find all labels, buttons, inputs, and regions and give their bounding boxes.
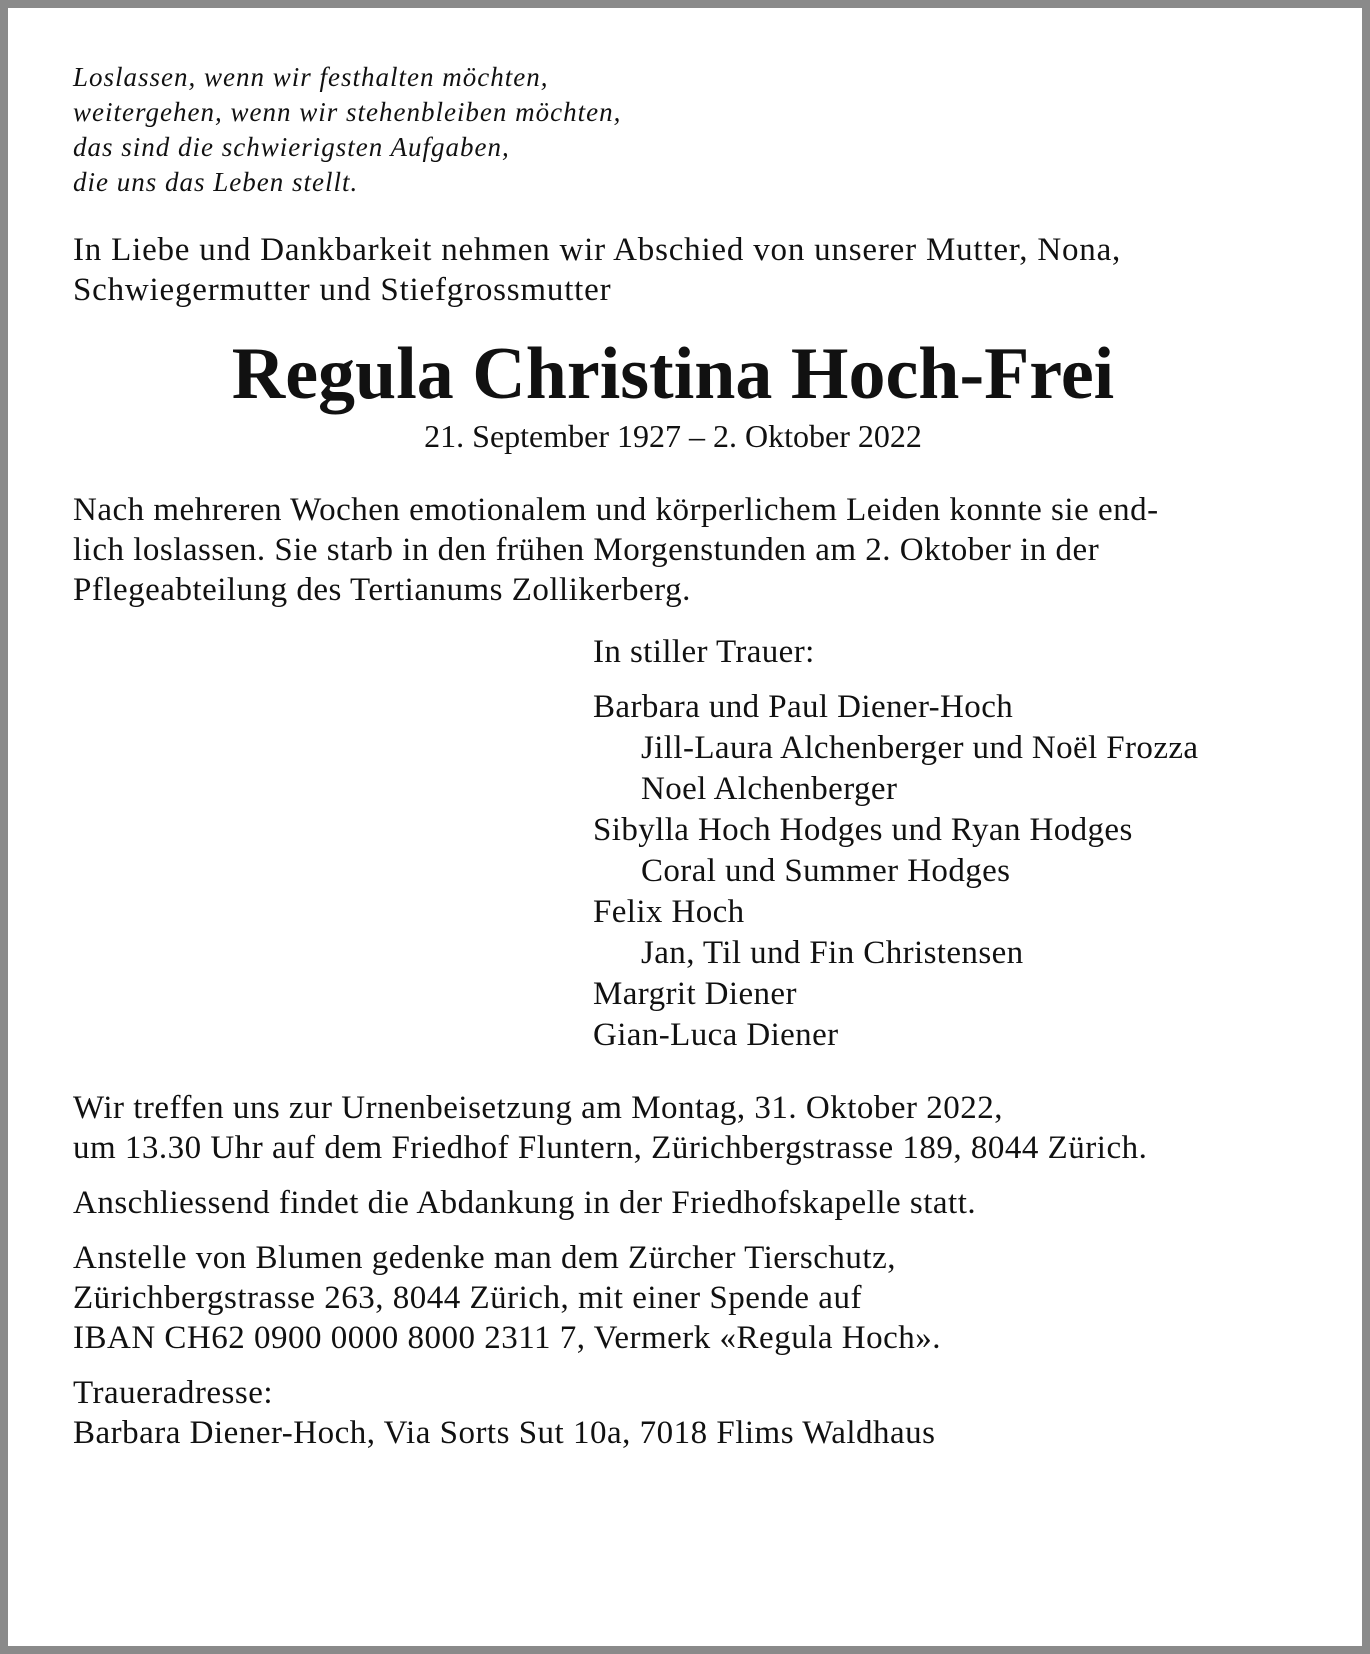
motto-line: weitergehen, wenn wir stehenbleiben möchten, [73,97,622,127]
donation-line: Anstelle von Blumen gedenke man dem Zürcher Tierschutz, [73,1240,896,1276]
story-line: Nach mehreren Wochen emotionalem und körperlichem Leiden konnte sie end- [73,492,1159,528]
life-dates: 21. September 1927 – 2. Oktober 2022 [424,418,922,454]
mourner-name: Jan, Til und Fin Christensen [641,935,1024,971]
donation-line: IBAN CH62 0900 0000 8000 2311 7, Vermerk «Regula Hoch». [73,1320,942,1356]
story-line: lich loslassen. Sie starb in den frühen Morgenstunden am 2. Oktober in der [73,532,1100,568]
mourner-name: Jill-Laura Alchenberger und Noël Frozza [641,730,1199,766]
mourner-name: Sibylla Hoch Hodges und Ryan Hodges [593,812,1133,848]
mourner-name: Barbara und Paul Diener-Hoch [593,689,1014,725]
ceremony-info [73,1088,1303,1168]
intro-line: In Liebe und Dankbarkeit nehmen wir Abschied von unserer Mutter, Nona, [73,232,1122,268]
motto-line: Loslassen, wenn wir festhalten möchten, [73,62,549,92]
story-paragraph [73,490,1303,610]
mourner-name: Gian-Luca Diener [593,1017,839,1053]
mourning-address [73,1373,1303,1453]
story-line: Pflegeabteilung des Tertianums Zollikerberg. [73,572,691,608]
mourner-name: Margrit Diener [593,976,797,1012]
address-value: Barbara Diener-Hoch, Via Sorts Sut 10a, 7018 Flims Waldhaus [73,1415,936,1451]
intro-line: Schwiegermutter und Stiefgrossmutter [73,272,612,308]
motto-line: das sind die schwierigsten Aufgaben, [73,132,510,162]
mourners-list [593,632,1303,1056]
mourner-name: Felix Hoch [593,894,745,930]
mourner-name: Coral und Summer Hodges [641,853,1011,889]
donation-line: Zürichbergstrasse 263, 8044 Zürich, mit einer Spende auf [73,1280,862,1316]
deceased-name: Regula Christina Hoch-Frei [231,333,1115,415]
obituary-notice [73,60,1303,1453]
ceremony-line: Wir treffen uns zur Urnenbeisetzung am Montag, 31. Oktober 2022, [73,1090,1003,1126]
motto-poem [73,60,1303,200]
ceremony-line: um 13.30 Uhr auf dem Friedhof Fluntern, Zürichbergstrasse 189, 8044 Zürich. [73,1130,1148,1166]
followup-info: Anschliessend findet die Abdankung in der Friedhofskapelle statt. [73,1185,977,1221]
mourners-heading: In stiller Trauer: [593,634,815,670]
mourner-name: Noel Alchenberger [641,771,898,807]
motto-line: die uns das Leben stellt. [73,167,359,197]
address-label: Traueradresse: [73,1375,274,1411]
donation-info [73,1238,1303,1358]
intro-text [73,230,1303,310]
